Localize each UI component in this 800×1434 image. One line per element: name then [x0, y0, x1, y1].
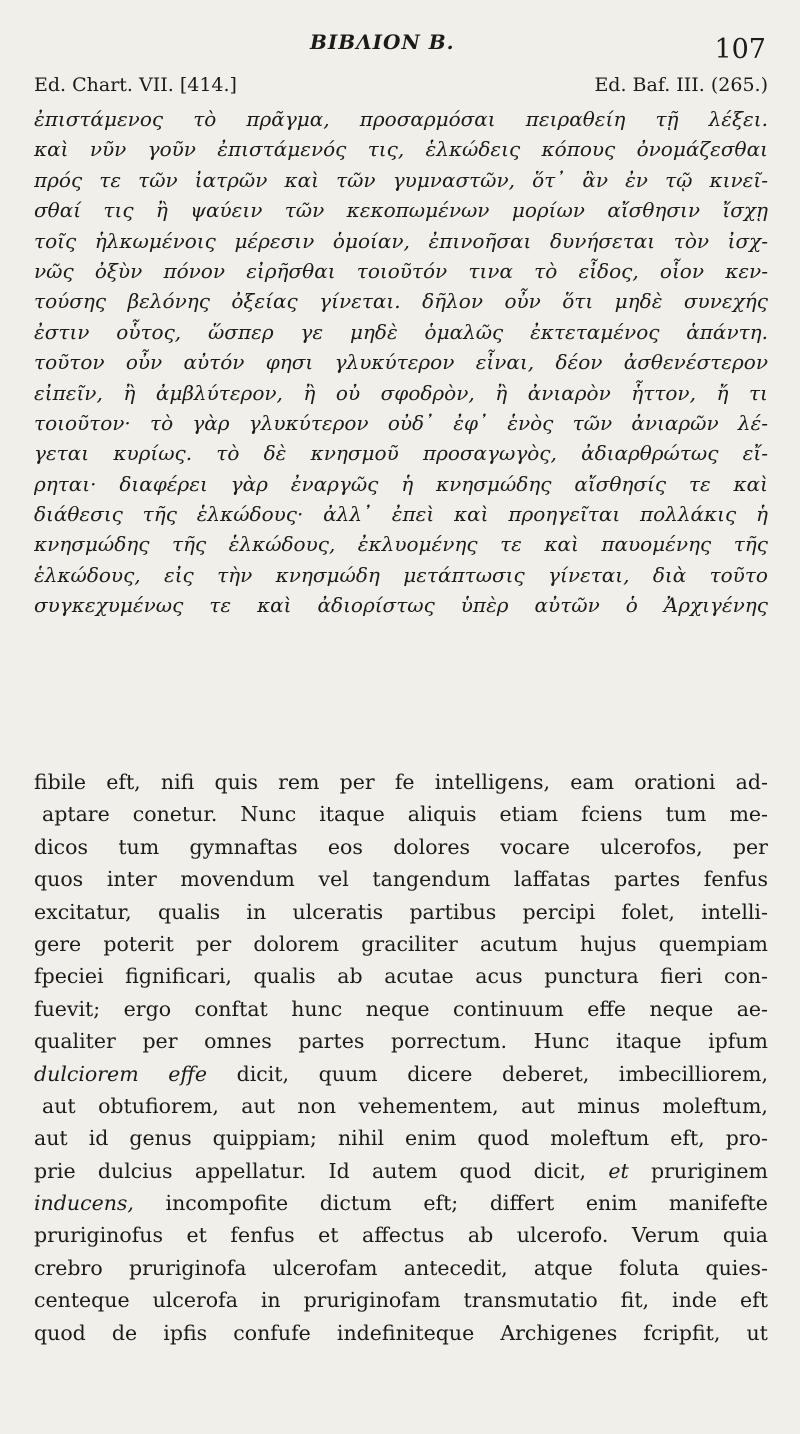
- greek-text-line: εἰπεῖν, ἢ ἀμβλύτερον, ἢ οὐ σφοδρὸν, ἢ ἀνιαρὸν ἧττον, ἤ τι: [34, 380, 768, 405]
- greek-text-line: τοιοῦτον· τὸ γὰρ γλυκύτερον οὐδ᾽ ἐφ᾽ ἑνὸς τῶν ἀνιαρῶν λέ-: [34, 410, 768, 435]
- latin-text-line: quod de ipfis confufe indefiniteque Archigenes fcripfit, ut: [34, 1320, 768, 1345]
- latin-text-line: prie dulcius appellatur. Id autem quod dicit, et pruriginem: [34, 1158, 768, 1183]
- page-number: 107: [714, 34, 766, 65]
- latin-text-line: inducens, incompofite dictum eft; differt enim manifefte: [34, 1191, 768, 1216]
- latin-text-line: aut obtufiorem, aut non vehementem, aut minus moleftum,: [42, 1093, 768, 1118]
- latin-text-line: pruriginofus et fenfus et affectus ab ulcerofo. Verum quia: [34, 1223, 768, 1248]
- greek-text-line: καὶ νῦν γοῦν ἐπιστάμενός τις, ἑλκώδεις κόπους ὀνομάζεσθαι: [34, 137, 768, 162]
- greek-text-line: διάθεσις τῆς ἑλκώδους· ἀλλ᾽ ἐπεὶ καὶ προηγεῖται πολλάκις ἡ: [34, 502, 768, 527]
- latin-text-line: qualiter per omnes partes porrectum. Hunc itaque ipfum: [34, 1029, 768, 1054]
- greek-text-line: τοῦτον οὖν αὐτόν φησι γλυκύτερον εἶναι, δέον ἀσθενέστερον: [34, 350, 768, 375]
- latin-text-line: dicos tum gymnaftas eos dolores vocare ulcerofos, per: [34, 834, 768, 859]
- latin-text-line: dulciorem effe dicit, quum dicere deberet, imbecilliorem,: [34, 1061, 768, 1086]
- running-head: [0, 30, 800, 65]
- latin-text-line: crebro pruriginofa ulcerofam antecedit, atque foluta quies-: [34, 1255, 768, 1280]
- greek-text-line: ἑλκώδους, εἰς τὴν κνησμώδη μετάπτωσις γίνεται, διὰ τοῦτο: [34, 562, 768, 587]
- greek-text-line: ἐπιστάμενος τὸ πρᾶγμα, προσαρμόσαι πειραθείη τῇ λέξει.: [34, 107, 768, 131]
- greek-text-block: [34, 104, 768, 621]
- greek-text-line: σθαί τις ἢ ψαύειν τῶν κεκοπωμένων μορίων αἴσθησιν ἴσχῃ: [34, 198, 768, 223]
- edition-chartier: Ed. Chart. VII. [414.]: [34, 74, 237, 96]
- latin-text-line: fpeciei fignificari, qualis ab acutae acus punctura fieri con-: [34, 964, 768, 989]
- greek-text-line: νῶς ὀξὺν πόνον εἰρῆσθαι τοιοῦτόν τινα τὸ εἶδος, οἷον κεν-: [34, 258, 768, 283]
- latin-text-line: centeque ulcerofa in pruriginofam transmutatio fit, inde eft: [34, 1288, 768, 1313]
- latin-text-line: aptare conetur. Nunc itaque aliquis etiam fciens tum me-: [42, 802, 768, 827]
- greek-text-line: ρηται· διαφέρει γὰρ ἐναργῶς ἡ κνησμώδης αἴσθησίς τε καὶ: [34, 471, 768, 496]
- latin-text-block: [34, 766, 768, 1349]
- latin-text-line: gere poterit per dolorem graciliter acutum hujus quempiam: [34, 931, 768, 956]
- running-title: ΒΙΒΛΙΟΝ Β.: [310, 30, 455, 54]
- greek-text-line: συγκεχυμένως τε καὶ ἀδιορίστως ὑπὲρ αὐτῶν ὁ Ἀρχιγένης: [34, 593, 768, 618]
- latin-text-line: fuevit; ergo conftat hunc neque continuum effe neque ae-: [34, 996, 768, 1021]
- edition-basel: Ed. Baf. III. (265.): [594, 74, 768, 96]
- greek-text-line: τούσης βελόνης ὀξείας γίνεται. δῆλον οὖν ὅτι μηδὲ συνεχής: [34, 289, 768, 314]
- greek-text-line: πρός τε τῶν ἰατρῶν καὶ τῶν γυμναστῶν, ὅτ᾽ ἂν ἐν τῷ κινεῖ-: [34, 167, 768, 192]
- greek-text-line: τοῖς ἡλκωμένοις μέρεσιν ὁμοίαν, ἐπινοῆσαι δυνήσεται τὸν ἰσχ-: [34, 228, 768, 253]
- latin-text-line: excitatur, qualis in ulceratis partibus percipi folet, intelli-: [34, 899, 768, 924]
- latin-text-line: fibile eft, nifi quis rem per fe intelligens, eam orationi ad-: [34, 770, 768, 794]
- latin-text-line: aut id genus quippiam; nihil enim quod moleftum eft, pro-: [34, 1126, 768, 1151]
- greek-text-line: γεται κυρίως. τὸ δὲ κνησμοῦ προσαγωγὸς, ἀδιαρθρώτως εἴ-: [34, 441, 768, 466]
- latin-text-line: quos inter movendum vel tangendum laffatas partes fenfus: [34, 867, 768, 892]
- edition-references: [34, 74, 768, 102]
- greek-text-line: ἐστιν οὗτος, ὥσπερ γε μηδὲ ὁμαλῶς ἐκτεταμένος ἁπάντη.: [34, 319, 768, 344]
- greek-text-line: κνησμώδης τῆς ἑλκώδους, ἐκλυομένης τε καὶ παυομένης τῆς: [34, 532, 768, 557]
